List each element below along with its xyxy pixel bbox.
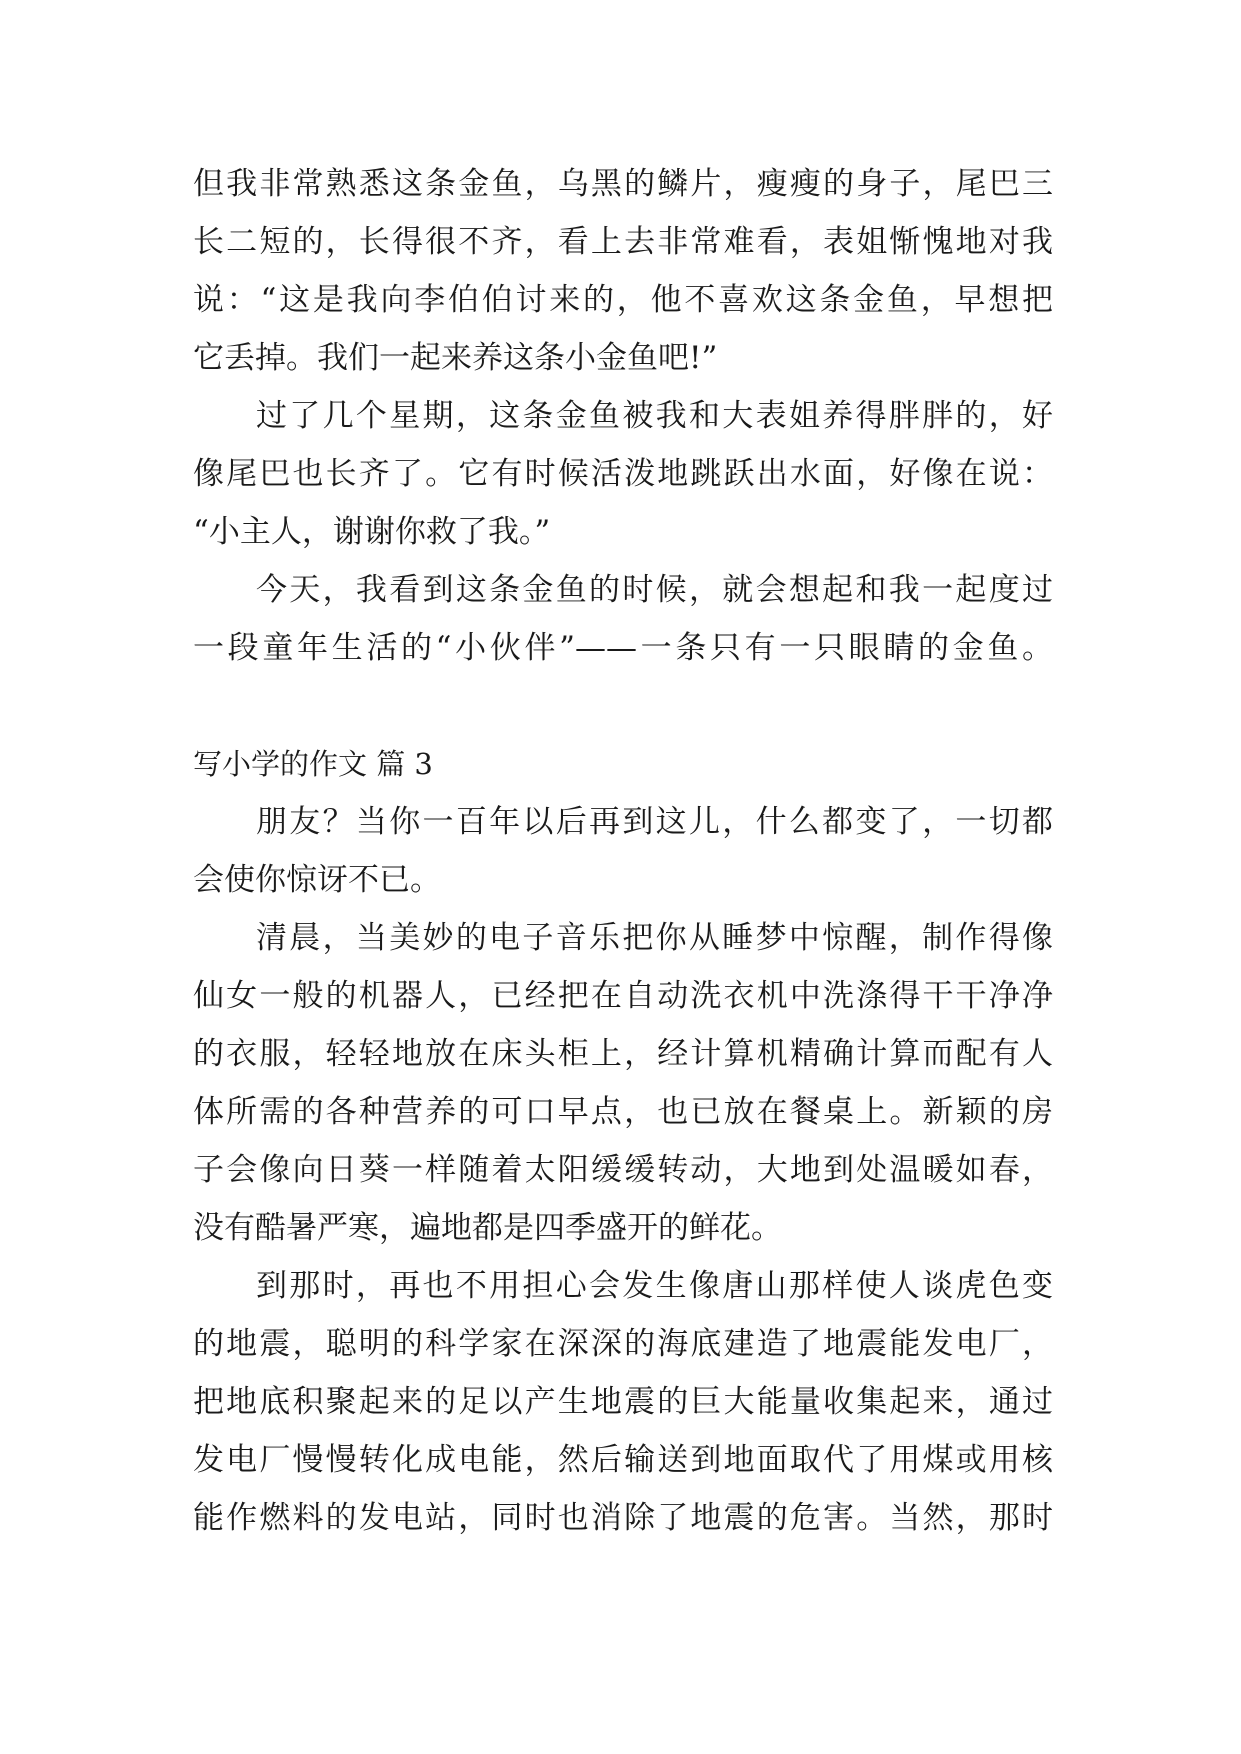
text-line: 它丢掉。我们一起来养这条小金鱼吧!” (193, 340, 718, 376)
paragraph-first-line: 朋友？当你一百年以后再到这儿，什么都变了，一切都 (256, 804, 1053, 840)
text-line: 没有酷暑严寒，遍地都是四季盛开的鲜花。 (193, 1210, 782, 1246)
text-line: 子会像向日葵一样随着太阳缓缓转动，大地到处温暖如春， (193, 1152, 1053, 1188)
section-heading: 写小学的作文 篇 3 (193, 747, 433, 781)
text-line: 像尾巴也长齐了。它有时候活泼地跳跃出水面，好像在说： (193, 456, 1053, 492)
text-line: 发电厂慢慢转化成电能，然后输送到地面取代了用煤或用核 (193, 1442, 1053, 1478)
text-line: 把地底积聚起来的足以产生地震的巨大能量收集起来，通过 (193, 1384, 1053, 1420)
text-line: 会使你惊讶不已。 (193, 862, 441, 898)
text-line: 说：“这是我向李伯伯讨来的，他不喜欢这条金鱼，早想把 (193, 282, 1053, 318)
text-line: “小主人，谢谢你救了我。” (193, 514, 551, 550)
paragraph-first-line: 到那时，再也不用担心会发生像唐山那样使人谈虎色变 (256, 1268, 1053, 1304)
text-line: 但我非常熟悉这条金鱼，乌黑的鳞片，瘦瘦的身子，尾巴三 (193, 166, 1053, 202)
text-line: 的地震，聪明的科学家在深深的海底建造了地震能发电厂， (193, 1326, 1053, 1362)
text-line: 仙女一般的机器人，已经把在自动洗衣机中洗涤得干干净净 (193, 978, 1053, 1014)
paragraph-first-line: 清晨，当美妙的电子音乐把你从睡梦中惊醒，制作得像 (256, 920, 1053, 956)
paragraph-first-line: 今天，我看到这条金鱼的时候，就会想起和我一起度过 (256, 572, 1053, 608)
paragraph-first-line: 过了几个星期，这条金鱼被我和大表姐养得胖胖的，好 (256, 398, 1053, 434)
text-line: 体所需的各种营养的可口早点，也已放在餐桌上。新颖的房 (193, 1094, 1053, 1130)
text-line: 一段童年生活的“小伙伴”——一条只有一只眼睛的金鱼。 (193, 630, 1053, 666)
text-line: 长二短的，长得很不齐，看上去非常难看，表姐惭愧地对我 (193, 224, 1053, 260)
text-line: 的衣服，轻轻地放在床头柜上，经计算机精确计算而配有人 (193, 1036, 1053, 1072)
text-line: 能作燃料的发电站，同时也消除了地震的危害。当然，那时 (193, 1500, 1053, 1536)
